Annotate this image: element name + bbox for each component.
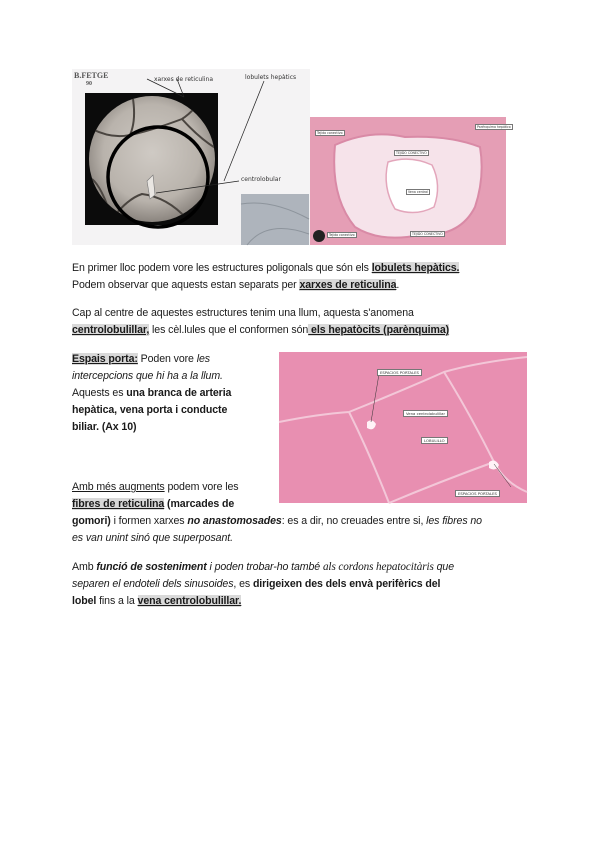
corner-badge: [313, 230, 325, 242]
paragraph-espais-porta: [72, 351, 277, 436]
pointer-line-lobulets: [224, 81, 264, 181]
paragraph-lobulets: [72, 260, 532, 294]
para4-text1: Amb més augments: [72, 481, 165, 493]
para5-text7: , es: [233, 578, 253, 590]
para4-text9: les fibres no: [426, 515, 482, 527]
figure1-subtitle: 90: [86, 81, 92, 87]
figure-central-vein-histology: [310, 117, 511, 245]
para5-line2: [72, 576, 542, 593]
para1-text1: En primer lloc podem vore les estructures poligonals que són els: [72, 262, 372, 274]
para4-line2: [72, 496, 542, 513]
para5-text6: separen el endoteli dels sinusoides: [72, 578, 234, 590]
para5-line1: [72, 559, 542, 576]
tag-espacios-portales-bottom: ESPACIOS PORTALES: [455, 490, 500, 497]
highlight-vena-centrolobulillar: vena centrolobulillar.: [137, 595, 242, 607]
para5-text5: que: [433, 561, 454, 573]
para4-text4: (marcades de: [164, 498, 235, 510]
highlight-lobulets-hepatics: lobulets hepàtics.: [371, 262, 460, 274]
highlight-fibres-reticulina: fibres de reticulina: [72, 498, 165, 510]
para5-text2: funció de sosteniment: [96, 561, 207, 573]
tag-vena-central: Vena central: [408, 190, 429, 194]
para3-text6: una branca de arteria: [126, 387, 232, 399]
para4-line1: [72, 479, 542, 496]
para3-line2: intercepcions que hi ha a la llum.: [72, 370, 223, 382]
para2-line1: Cap al centre de aquestes estructures tenim una llum, aquesta s'anomena: [72, 307, 414, 319]
para3-text2: Poden vore: [137, 353, 197, 365]
paragraph-centrolobulillar: [72, 305, 532, 339]
para3-line1: [72, 351, 277, 368]
para5-text10: fins a la: [96, 595, 138, 607]
para3-line4: hepàtica, vena porta i conducte: [72, 404, 228, 416]
tag-lobulillo: LOBULILLO: [421, 437, 448, 444]
tag-tejido-conectivo-center: TEJIDO CONECTIVO: [396, 151, 427, 155]
para2-text3: les cèl.lules que el conformen són: [149, 324, 309, 336]
para4-line4: es van unint sinó que superposant.: [72, 532, 233, 544]
paragraph-funcio-sosteniment: [72, 559, 542, 610]
field-of-view: [89, 96, 215, 222]
para3-text5: Aquests es: [72, 387, 127, 399]
para5-text3: i poden trobar-ho també: [206, 561, 323, 573]
para3-line5: biliar. (Ax 10): [72, 421, 137, 433]
highlight-xarxes-reticulina: xarxes de reticulina: [299, 279, 397, 291]
para3-text3: les: [196, 353, 210, 365]
para5-text9: lobel: [72, 595, 97, 607]
tag-espacios-portales-top: ESPACIOS PORTALES: [377, 369, 422, 376]
tag-tejido-conectivo-bottom: TEJIDO CONECTIVO: [412, 232, 443, 236]
highlight-espais-porta: Espais porta:: [72, 353, 138, 365]
histology-drawing-2: [310, 117, 506, 245]
para3-line3: [72, 385, 277, 402]
figure1-title: B.FETGE: [74, 71, 109, 80]
para1-line2: [72, 277, 532, 294]
highlight-centrolobulillar: centrolobulillar,: [72, 324, 150, 336]
para1-text3: Podem observar que aquests estan separats per: [72, 279, 300, 291]
para4-text2: podem vore les: [164, 481, 239, 493]
label-lobulets-hepatics: lobulets hepàtics: [245, 74, 297, 81]
tag-tejido-conectivo-tl: Tejido conectivo: [317, 131, 343, 135]
inset-image: [241, 194, 309, 245]
highlight-hepatocits: els hepatòcits (parènquima): [308, 324, 450, 336]
para1-line1: [72, 260, 532, 277]
para4-line3: [72, 513, 542, 530]
tag-tejido-conectivo-bl: Tejido conectivo: [329, 233, 355, 237]
para2-line2: [72, 322, 532, 339]
para1-text5: .: [396, 279, 400, 291]
label-centrolobular: centrolobular: [241, 176, 281, 183]
figure-reticulin-micrograph: [72, 69, 310, 245]
para4-text6: i formen xarxes: [110, 515, 188, 527]
tag-vena-centrolobulillar: Vena centrolobulillar: [403, 410, 448, 417]
para4-text8: : es a dir, no creuades entre si,: [281, 515, 427, 527]
para4-text5: gomori): [72, 515, 111, 527]
label-xarxes-reticulina: xarxes de reticulina: [154, 76, 213, 83]
tag-parenquima: Parénquima hepático: [477, 125, 511, 129]
para5-text4: als cordons hepatocitàris: [322, 561, 434, 573]
para5-text1: Amb: [72, 561, 97, 573]
micrograph-drawing: [72, 69, 310, 245]
para5-line3: [72, 593, 542, 610]
paragraph-fibres-reticulina: [72, 479, 542, 547]
para5-text8: dirigeixen des dels envà perifèrics del: [252, 578, 441, 590]
para4-text7: no anastomosades: [187, 515, 282, 527]
central-vein-lumen: [386, 159, 437, 212]
